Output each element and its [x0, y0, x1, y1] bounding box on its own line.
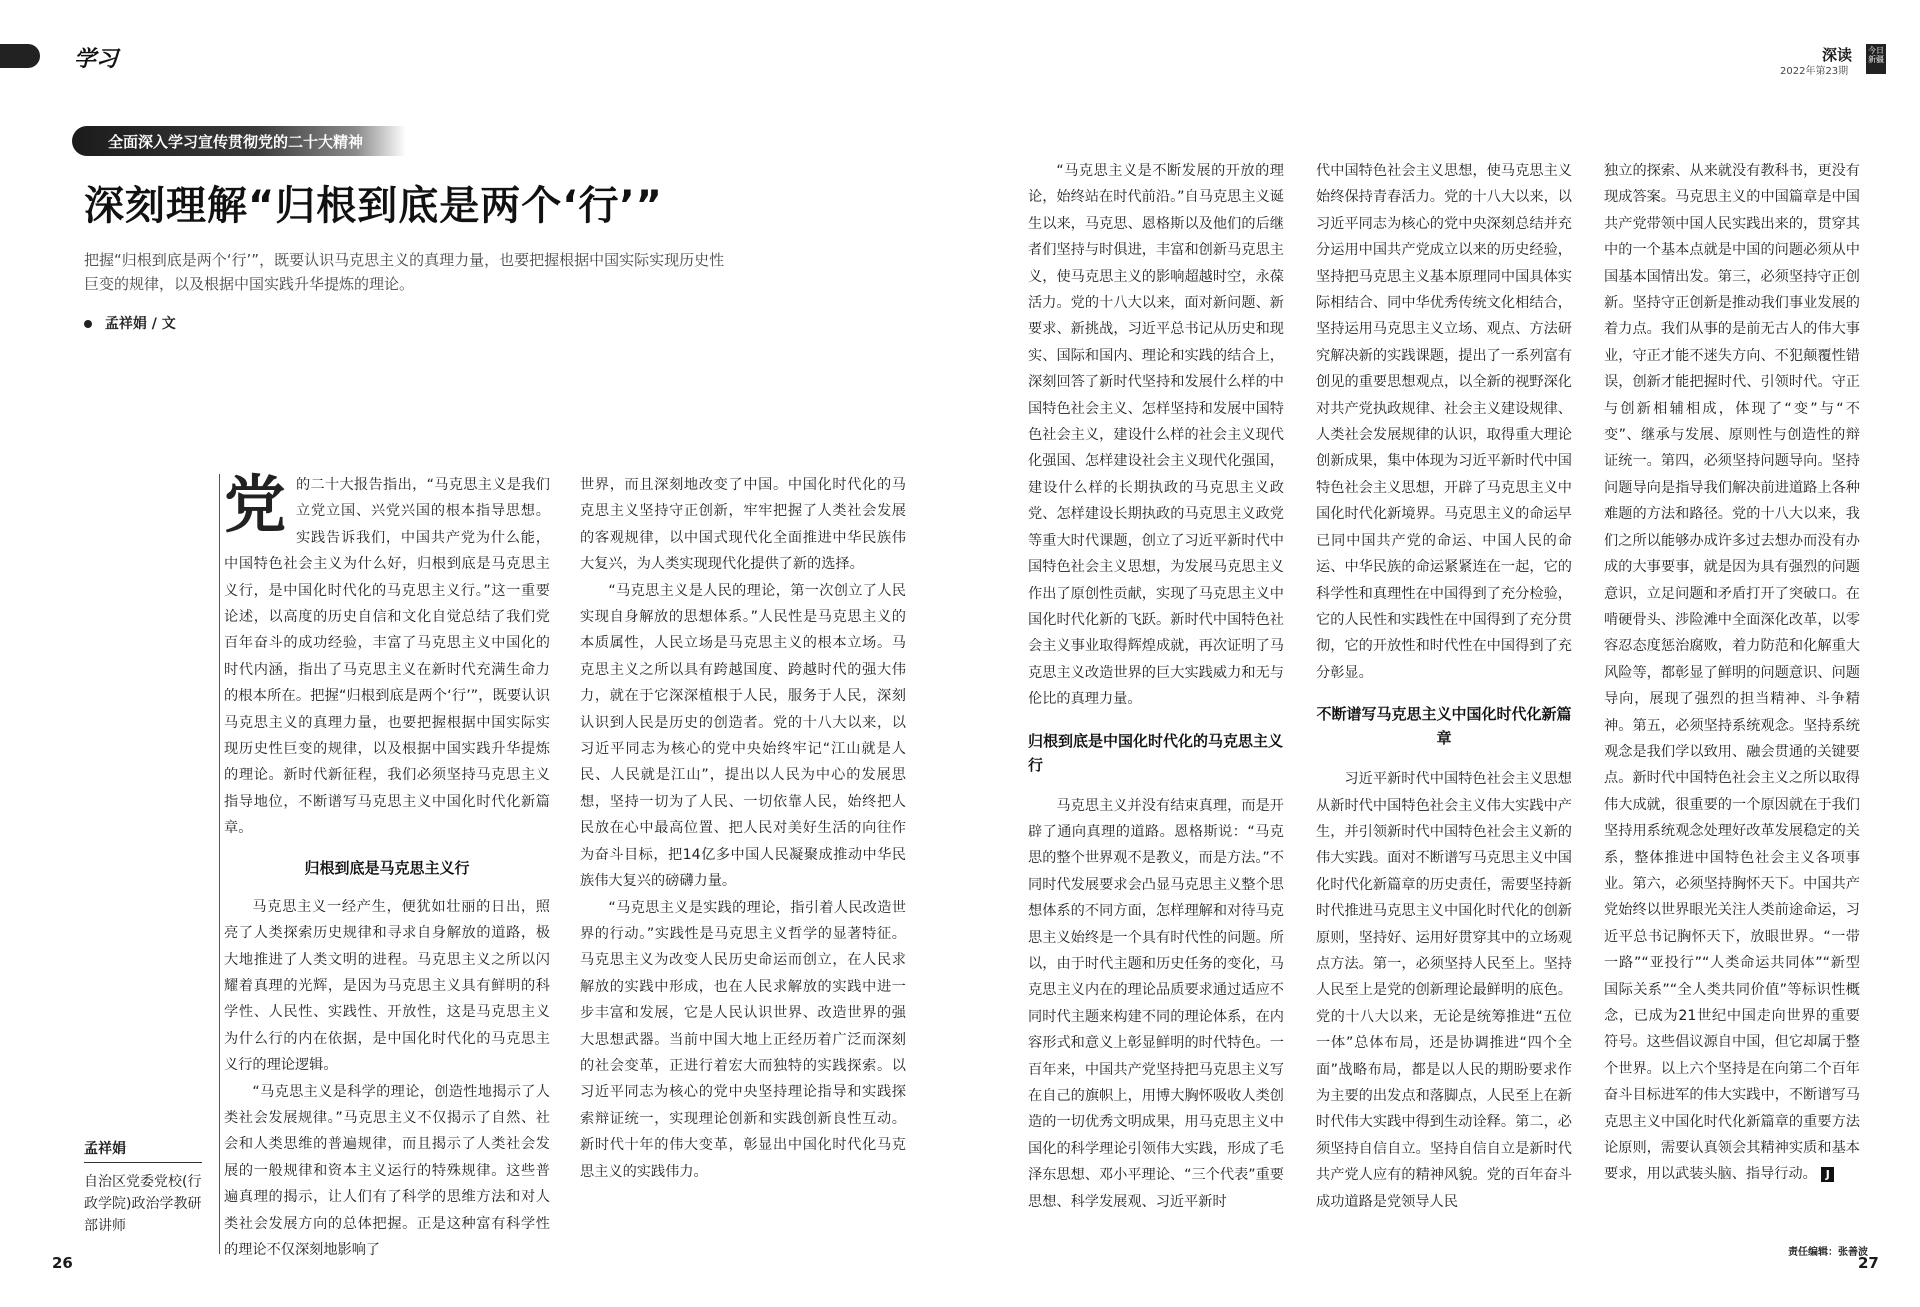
- magazine-badge: 今日新疆: [1866, 44, 1886, 74]
- paragraph: “马克思主义是实践的理论，指引着人民改造世界的行动。”实践性是马克思主义哲学的显著特征。马克思主义为改变人民历史命运而创立，在人民求解放的实践中形成，也在人民求解放的实践中进一步丰富和发展，它是人民认识世界、改造世界的强大思想武器。当前中国大地上正经历着广泛而深刻的社会变革，正进行着宏大而独特的实践探索。以习近平同志为核心的党中央坚持理论指导和实践探索辩证统一，实现理论创新和实践创新良性互动。新时代十年的伟大变革，彰显出中国化时代化马克思主义的实践伟力。: [580, 899, 906, 1180]
- topic-banner-label: 全面深入学习宣传贯彻党的二十大精神: [108, 133, 364, 151]
- page-number-left: 26: [52, 1254, 73, 1272]
- section-label: 学习: [74, 47, 119, 72]
- paragraph: “马克思主义是人民的理论，第一次创立了人民实现自身解放的思想体系。”人民性是马克思主义的本质属性，人民立场是马克思主义的根本立场。马克思主义之所以具有跨越国度、跨越时代的强大伟力，就在于它深深植根于人民，服务于人民，深刻认识到人民是历史的创造者。党的十八大以来，以习近平同志为核心的党中央始终牢记“江山就是人民、人民就是江山”，提出以人民为中心的发展思想，坚持一切为了人民、一切依靠人民，始终把人民放在心中最高位置、把人民对美好生活的向往作为奋斗目标，把14亿多中国人民凝聚成推动中华民族伟大复兴的磅礴力量。: [580, 582, 906, 890]
- byline: [84, 313, 176, 333]
- article-title: 深刻理解“归根到底是两个‘行’”: [84, 183, 663, 229]
- article-column-3: [1028, 158, 1284, 1215]
- paragraph: 马克思主义并没有结束真理，而是开辟了通向真理的道路。恩格斯说：“马克思的整个世界观不是教义，而是方法。”不同时代发展要求会凸显马克思主义整个思想体系的不同方面，怎样理解和对待马克思主义始终是一个具有时代性的问题。所以，由于时代主题和历史任务的变化，马克思主义内在的理论品质要求通过适应不同时代主题来构建不同的理论体系，在内容形式和意义上彰显鲜明的时代特色。一百年来，中国共产党坚持把马克思主义写在自己的旗帜上，用博大胸怀吸收人类创造的一切优秀文明成果，用马克思主义中国化的科学理论引领伟大实践，形成了毛泽东思想、邓小平理论、“三个代表”重要思想、科学发展观、习近平新时: [1028, 797, 1284, 1210]
- paragraph: “马克思主义是科学的理论，创造性地揭示了人类社会发展规律。”马克思主义不仅揭示了自然、社会和人类思维的普遍规律，而且揭示了人类社会发展的一般规律和资本主义运行的特殊规律。这些普遍真理的揭示，让人们有了科学的思维方法和对人类社会发展方向的总体把握。正是这种富有科学性的理论不仅深刻地影响了: [224, 1083, 550, 1258]
- end-mark-icon: J: [1821, 1167, 1834, 1182]
- section-tab-shape: [0, 44, 40, 68]
- issue-header-title: 深读: [1822, 46, 1853, 64]
- column-rule-left: [219, 474, 220, 1254]
- article-column-1: [224, 468, 550, 1263]
- author-box: [84, 1138, 202, 1237]
- author-title: 自治区党委党校(行政学院)政治学教研部讲师: [84, 1174, 202, 1234]
- paragraph: 独立的探索、从来就没有教科书，更没有现成答案。马克思主义的中国篇章是中国共产党带领中国人民实践出来的，贯穿其中的一个基本点就是中国的问题必须从中国基本国情出发。第三，必须坚持守正创新。坚持守正创新是推动我们事业发展的着力点。我们从事的是前无古人的伟大事业，守正才能不迷失方向、不犯颠覆性错误，创新才能把握时代、引领时代。守正与创新相辅相成，体现了“变”与“不变”、继承与发展、原则性与创造性的辩证统一。第四，必须坚持问题导向。坚持问题导向是指导我们解决前进道路上各种难题的方法和路径。党的十八大以来，我们之所以能够办成许多过去想办而没有办成的大事要事，就是因为具有强烈的问题意识，立足问题和矛盾打开了突破口。在啃硬骨头、涉险滩中全面深化改革，以零容忍态度惩治腐败，着力防范和化解重大风险等，都彰显了鲜明的问题意识、问题导向，展现了强烈的担当精神、斗争精神。第五，必须坚持系统观念。坚持系统观念是我们学以致用、融会贯通的关键要点。新时代中国特色社会主义之所以取得伟大成就，很重要的一个原因就在于我们坚持用系统观念处理好改革发展稳定的关系，整体推进中国特色社会主义各项事业。第六，必须坚持胸怀天下。中国共产党始终以世界眼光关注人类前途命运，习近平总书记胸怀天下，放眼世界。“一带一路”“亚投行”“人类命运共同体”“新型国际关系”“全人类共同价值”等标识性概念，已成为21世纪中国走向世界的重要符号。这些倡议源自中国，但它却属于整个世界。以上六个坚持是在向第二个百年奋斗目标进军的伟大实践中，不断谱写马克思主义中国化时代化新篇章的重要方法论原则，需要认真领会其精神实质和基本要求，用以武装头脑、指导行动。: [1604, 163, 1860, 1183]
- issue-header-number: 2022年第23期: [1780, 66, 1849, 77]
- byline-bullet-icon: [84, 320, 92, 328]
- section-heading: 不断谱写马克思主义中国化时代化新篇章: [1316, 705, 1572, 748]
- section-heading: 归根到底是中国化时代化的马克思主义行: [1028, 731, 1284, 774]
- drop-cap: 党: [224, 468, 287, 541]
- byline-text: 孟祥娟 / 文: [104, 316, 176, 332]
- topic-banner: [72, 126, 406, 156]
- article-column-2: [580, 472, 906, 1185]
- article-column-4: [1316, 158, 1572, 1215]
- issue-header: [1780, 44, 1920, 77]
- article-lead: 把握“归根到底是两个‘行’”，既要认识马克思主义的真理力量，也要把握根据中国实际实现历史性巨变的规律，以及根据中国实践升华提炼的理论。: [84, 251, 725, 293]
- article-column-5: [1604, 158, 1860, 1188]
- paragraph: 代中国特色社会主义思想，使马克思主义始终保持青春活力。党的十八大以来，以习近平同志为核心的党中央深刻总结并充分运用中国共产党成立以来的历史经验，坚持把马克思主义基本原理同中国具体实际相结合、同中华优秀传统文化相结合，坚持运用马克思主义立场、观点、方法研究解决新的实践课题，提出了一系列富有创见的重要思想观点，以全新的视野深化对共产党执政规律、社会主义建设规律、人类社会发展规律的认识，取得重大理论创新成果，集中体现为习近平新时代中国特色社会主义思想，开辟了马克思主义中国化时代化新境界。马克思主义的命运早已同中国共产党的命运、中国人民的命运、中华民族的命运紧紧连在一起，它的科学性和真理性在中国得到了充分检验，它的人民性和实践性在中国得到了充分贯彻，它的开放性和时代性在中国得到了充分彰显。: [1316, 163, 1572, 681]
- page-number-right: 27: [1858, 1254, 1879, 1272]
- author-name: 孟祥娟: [84, 1138, 202, 1163]
- paragraph: 马克思主义一经产生，便犹如壮丽的日出，照亮了人类探索历史规律和寻求自身解放的道路，极大地推进了人类文明的进程。马克思主义之所以闪耀着真理的光辉，是因为马克思主义具有鲜明的科学性、人民性、实践性、开放性，这是马克思主义为什么行的内在依据，是中国化时代化的马克思主义行的理论逻辑。: [224, 898, 550, 1074]
- paragraph: 的二十大报告指出，“马克思主义是我们立党立国、兴党兴国的根本指导思想。实践告诉我们，中国共产党为什么能，中国特色社会主义为什么好，归根到底是马克思主义行，是中国化时代化的马克思主义行。”这一重要论述，以高度的历史自信和文化自觉总结了我们党百年奋斗的成功经验，丰富了马克思主义中国化的时代内涵，指出了马克思主义在新时代充满生命力的根本所在。把握“归根到底是两个‘行’”，既要认识马克思主义的真理力量，也要把握根据中国实际实现历史性巨变的规律，以及根据中国实践升华提炼的理论。新时代新征程，我们必须坚持马克思主义指导地位，不断谱写马克思主义中国化时代化新篇章。: [224, 477, 550, 837]
- paragraph: “马克思主义是不断发展的开放的理论，始终站在时代前沿。”自马克思主义诞生以来，马克思、恩格斯以及他们的后继者们坚持与时俱进，丰富和创新马克思主义，使马克思主义的影响超越时空，永葆活力。党的十八大以来，面对新问题、新要求、新挑战，习近平总书记从历史和现实、国际和国内、理论和实践的结合上，深刻回答了新时代坚持和发展什么样的中国特色社会主义、怎样坚持和发展中国特色社会主义，建设什么样的社会主义现代化强国、怎样建设社会主义现代化强国，建设什么样的长期执政的马克思主义政党、怎样建设长期执政的马克思主义政党等重大时代课题，创立了习近平新时代中国特色社会主义思想，为发展马克思主义作出了原创性贡献，实现了马克思主义中国化时代化新的飞跃。新时代中国特色社会主义事业取得辉煌成就，再次证明了马克思主义改造世界的巨大实践威力和无与伦比的真理力量。: [1028, 163, 1284, 708]
- paragraph: 习近平新时代中国特色社会主义思想从新时代中国特色社会主义伟大实践中产生，并引领新时代中国特色社会主义新的伟大实践。面对不断谱写马克思主义中国化时代化新篇章的历史责任，需要坚持新时代推进马克思主义中国化时代化的创新原则，坚持好、运用好贯穿其中的立场观点方法。第一，必须坚持人民至上。坚持人民至上是党的创新理论最鲜明的底色。党的十八大以来，无论是统筹推进“五位一体”总体布局，还是协调推进“四个全面”战略布局，都是以人民的期盼要求作为主要的出发点和落脚点，人民至上在新时代伟大实践中得到生动诠释。第二，必须坚持自信自立。坚持自信自立是新时代共产党人应有的精神风貌。党的百年奋斗成功道路是党领导人民: [1316, 771, 1572, 1210]
- section-heading: 归根到底是马克思主义行: [304, 858, 470, 877]
- editor-credit: 责任编辑：张善波: [1788, 1247, 1868, 1258]
- paragraph: 世界，而且深刻地改变了中国。中国化时代化的马克思主义坚持守正创新，牢牢把握了人类社会发展的客观规律，以中国式现代化全面推进中华民族伟大复兴，为人类实现现代化提供了新的选择。: [580, 477, 906, 573]
